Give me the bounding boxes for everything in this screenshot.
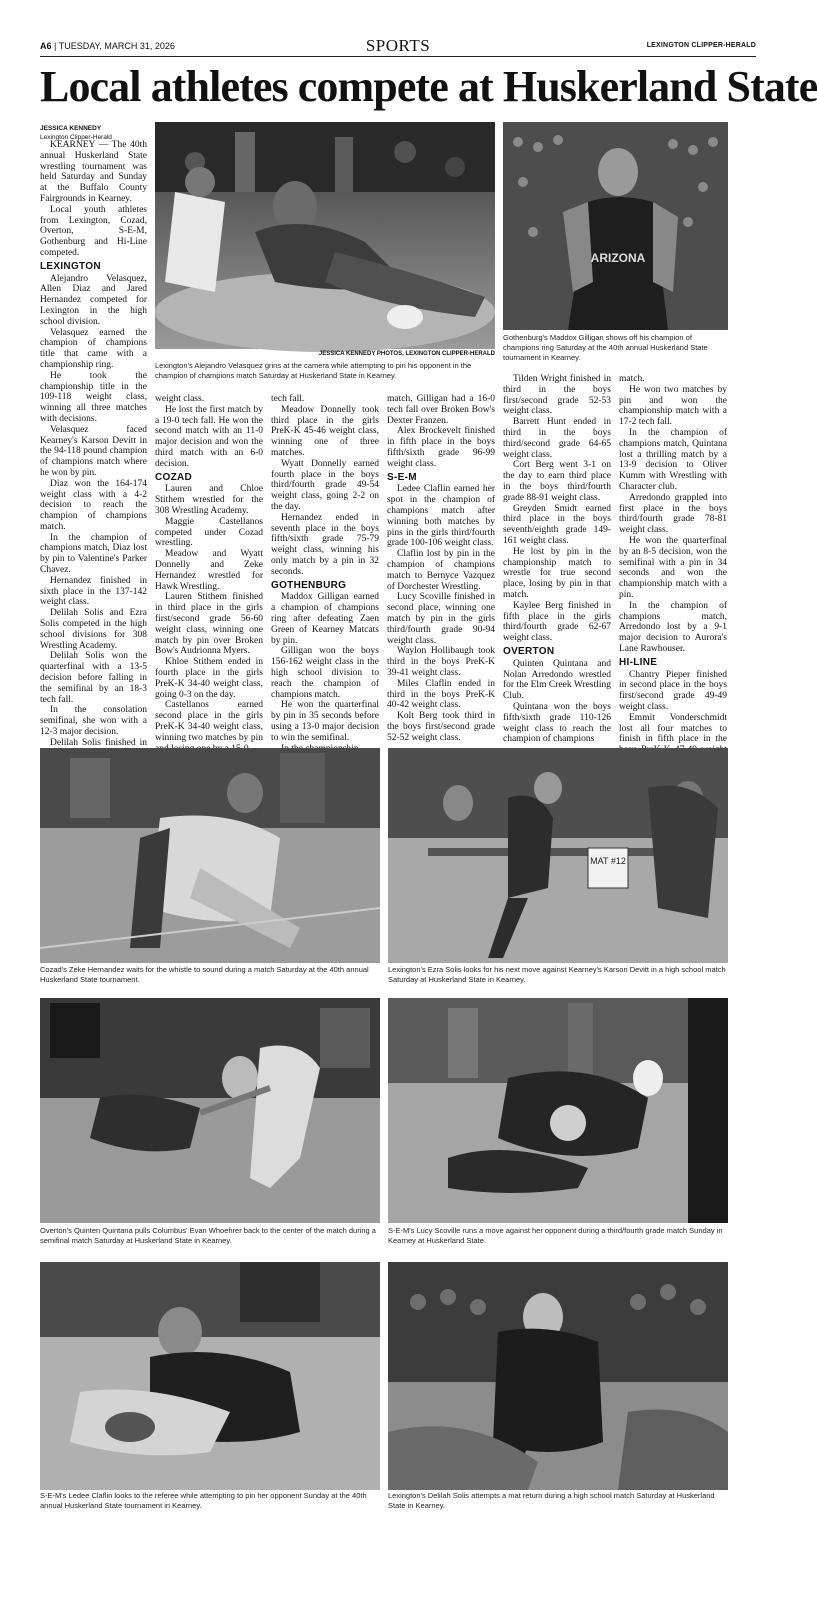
paragraph: Wyatt Donnelly earned fourth place in the boys third/fourth grade 49-54 weight class, going 2-2 on the day.: [271, 458, 379, 512]
author-affiliation: Lexington Clipper-Herald: [40, 134, 112, 141]
paragraph: He lost by pin in the championship match to wrestle for true second place, losing by pin in that match.: [503, 546, 611, 600]
paragraph: He won the quarterfinal by an 8-5 decision, won the semifinal with a pin in 34 seconds and won the championship match with a pin.: [619, 535, 727, 600]
paragraph: match.: [619, 374, 645, 384]
paragraph: Lucy Scoville finished in second place, winning one match by pin in the girls third/fourth grade 90-94 weight class.: [387, 592, 495, 646]
paragraph: Velasquez earned the champion of champions title that came with a championship ring.: [40, 327, 147, 370]
paragraph: Ledee Claflin earned her spot in the champion of champions match after winning both matches by pins in the girls third/fourth grade 100-106 weight class.: [387, 484, 495, 549]
paragraph: Alex Brockevelt finished in fifth place in the boys fifth/sixth grade 96-99 weight class.: [387, 426, 495, 469]
article-column-3: [271, 394, 379, 743]
paragraph: Waylon Hollibaugh took third in the boys PreK-K 39-41 weight class.: [387, 646, 495, 678]
paragraph: Emmit Vonderschmidt lost all four matches to finish in fifth place in the: [619, 712, 727, 745]
paragraph: tech fall.: [271, 394, 305, 404]
paragraph: match, Gilligan had a 16-0 tech fall over Broken Bow's Dexter Franzen.: [387, 394, 495, 426]
article-column-5: [503, 374, 611, 745]
paragraph: Kolt Berg took third in the boys first/second grade 52-52 weight class.: [387, 711, 495, 743]
paragraph: Meadow Donnelly took third place in the girls PreK-K 45-46 weight class, winning one of three matches.: [271, 404, 379, 458]
photo-credit: JESSICA KENNEDY PHOTOS, LEXINGTON CLIPPER-HERALD: [318, 351, 495, 357]
section-heading: HI-LINE: [619, 656, 658, 668]
paragraph: Arredondo grappled into first place in the boys third/fourth grade 78-81 weight class.: [619, 492, 727, 536]
page-number: A6: [40, 41, 52, 51]
page-date: TUESDAY, MARCH 31, 2026: [58, 41, 175, 51]
paragraph: Velasquez faced Kearney's Karson Devitt in the 94-118 pound champion of champions match where he won by pin.: [40, 424, 147, 478]
publication-name: LEXINGTON CLIPPER-HERALD: [646, 42, 756, 49]
paragraph: Khloe Stithem ended in fourth place in the girls PreK-K 34-40 weight class, going 0-3 on the day.: [155, 657, 263, 700]
page-folio: A6 | TUESDAY, MARCH 31, 2026: [40, 41, 175, 51]
article-column-4: [387, 394, 495, 743]
paragraph: Tilden Wright finished in third in the boys first/second grade 52-53 weight class.: [503, 374, 611, 417]
paragraph: Hernandez finished in sixth place in the 137-142 weight class.: [40, 575, 147, 608]
paragraph: Diaz won the 164-174 weight class with a 4-2 decision to reach the champion of champions match.: [40, 478, 147, 532]
paragraph: weight class.: [155, 394, 205, 404]
section-heading: COZAD: [155, 471, 193, 483]
paragraph: Castellanos earned second place in the girls PreK-K 34-40 weight class, winning two matches by pin: [155, 700, 263, 743]
photo-gilligan: [503, 122, 728, 330]
paragraph: Hernandez ended in seventh place in the boys fifth/sixth grade 75-79 weight class, winning his only match by a pin in 32 seconds.: [271, 512, 379, 577]
caption-gilligan: Gothenburg's Maddox Gilligan shows off his champion of champions ring Saturday at the 40th annual Huskerland State tournament in Kearney.: [503, 333, 708, 362]
page-header: [40, 38, 756, 57]
article-column-2: [155, 394, 263, 743]
photo-hernandez: [40, 748, 380, 963]
paragraph: Kaylee Berg finished in fifth place in the girls third/fourth grade 62-67 weight class.: [503, 600, 611, 644]
paragraph: He took the championship title in the 109-118 weight class, winning all three matches with decisions.: [40, 370, 147, 424]
paragraph: Barrett Hunt ended in third in the boys third/second grade 64-65 weight class.: [503, 417, 611, 460]
singlet-text: ARIZONA: [590, 251, 646, 265]
caption-claflin: S-E-M's Ledee Claflin looks to the referee while attempting to pin her opponent Sunday at the 40th annual Huskerland State tournament in Kearney.: [40, 1491, 367, 1510]
section-heading: OVERTON: [503, 645, 555, 657]
paragraph: Lauren Stithem finished in third place in the girls first/second grade 56-60 weight class, winning one match by pin over Broken Bow's Audrionna Myers.: [155, 592, 263, 657]
paragraph: Meadow and Wyatt Donnelly and Zeke Hernandez wrestled for Hawk Wrestling.: [155, 549, 263, 592]
paragraph: Chantry Pieper finished in second place in the boys first/second grade 49-49 weight class.: [619, 669, 727, 712]
article-column-1: [40, 140, 147, 748]
photo-ezra-solis: [388, 748, 728, 963]
paragraph: In the champion of champions match, Arredondo lost by a 9-1 major decision to Aurora's Lane Rawhouser.: [619, 600, 727, 654]
photo-scoville: [388, 998, 728, 1223]
paragraph: In the consolation semifinal, she won with a 12-3 major decision.: [40, 705, 147, 738]
paragraph: Alejandro Velasquez, Allen Diaz and Jared Hernandez competed for Lexington in the high school division.: [40, 273, 147, 327]
caption-delilah-solis: Lexington's Delilah Solis attempts a mat return during a high school match Saturday at Huskerland State in Kearney.: [388, 1491, 715, 1510]
paragraph: Greyden Smidt earned third place in the boys seventh/eighth grade 149-161 weight class.: [503, 503, 611, 546]
headline: Local athletes compete at Huskerland State: [40, 62, 817, 111]
paragraph: In the champion of champions match, Quintana lost a thrilling match by a 13-9 decision to Oliver Kumm with Wrestling with Character club.: [619, 427, 727, 492]
paragraph: Delilah Solis and Ezra Solis competed in the high school divisions for 308 Wrestling Academy.: [40, 608, 147, 651]
paragraph: Cort Berg went 3-1 on the day to earn third place in the boys third/fourth grade 88-91 weight class.: [503, 460, 611, 503]
caption-velasquez: Lexington's Alejandro Velasquez grins at the camera while attempting to pin his opponent in the champion of champions match Saturday at Huskerland State in Kearney.: [155, 361, 472, 380]
paragraph: He won the quarterfinal by pin in 35 seconds before using a 13-0 major decision to win the semifinal.: [271, 700, 379, 743]
paragraph: KEARNEY — The 40th annual Huskerland State wrestling tournament was held Saturday and Sunday at the Buffalo County Fairgrounds in Kearney.: [40, 140, 147, 204]
photo-quintana: [40, 998, 380, 1223]
paragraph: He lost the first match by a 19-0 tech fall. He won the second match with an 11-0 major decision and won the third match with an 6-0 decision.: [155, 404, 263, 469]
article-column-6: [619, 374, 727, 745]
section-heading: S-E-M: [387, 471, 417, 483]
paragraph: Quintana won the boys fifth/sixth grade 110-126 weight class to reach the champion of champions: [503, 701, 611, 745]
paragraph: Local youth athletes from Lexington, Cozad, Overton, S-E-M, Gothenburg and Hi-Line competed.: [40, 204, 147, 258]
section-heading: LEXINGTON: [40, 260, 101, 272]
paragraph: Maggie Castellanos competed under Cozad wrestling.: [155, 516, 263, 549]
section-heading: GOTHENBURG: [271, 579, 347, 591]
paragraph: Lauren and Chloe Stithem wrestled for the 308 Wrestling Academy.: [155, 484, 263, 516]
paragraph: Delilah Solis finished in: [50, 737, 147, 748]
paragraph: In the champion of champions match, Diaz lost by pin to Valentine's Parker Chavez.: [40, 532, 147, 576]
caption-ezra-solis: Lexington's Ezra Solis looks for his next move against Kearney's Karson Devitt in a high school match Saturday at Huskerland State in Kearney.: [388, 965, 726, 984]
caption-hernandez: Cozad's Zeke Hernandez waits for the whistle to sound during a match Saturday at the 40th annual Huskerland State tournament.: [40, 965, 369, 984]
paragraph: Quinten Quintana and Nolan Arredondo wrestled for the Elm Creek Wrestling Club.: [503, 658, 611, 702]
caption-quintana: Overton's Quinten Quintana pulls Columbus' Evan Whoehrer back to the center of the match during a semifinal match Saturday at Huskerland State in Kearney.: [40, 1226, 376, 1245]
paragraph: Maddox Gilligan earned a champion of champions ring after defeating Zaen Green of Kearney Matcats by pin.: [271, 592, 379, 646]
mat-sign: MAT #12: [590, 856, 626, 866]
caption-scoville: S-E-M's Lucy Scoville runs a move against her opponent during a third/fourth grade match Sunday in Kearney at Huskerland State.: [388, 1226, 723, 1245]
paragraph: Gilligan won the boys 156-162 weight class in the high school division to reach the champion of champions match.: [271, 646, 379, 700]
photo-velasquez: [155, 122, 495, 349]
paragraph: Miles Claflin ended in third in the boys PreK-K 40-42 weight class.: [387, 678, 495, 711]
paragraph: He won two matches by pin and won the championship match with a 17-2 tech fall.: [619, 384, 727, 428]
photo-claflin: [40, 1262, 380, 1490]
section-title: SPORTS: [365, 36, 431, 55]
author-name: JESSICA KENNEDY: [40, 125, 102, 132]
photo-delilah-solis: [388, 1262, 728, 1490]
paragraph: Claflin lost by pin in the champion of champions match to Bernyce Vazquez of Dorchester Wrestling.: [387, 549, 495, 592]
paragraph: Delilah Solis won the quarterfinal with a 13-5 decision before falling in the semifinal by an 18-3 tech fall.: [40, 651, 147, 705]
